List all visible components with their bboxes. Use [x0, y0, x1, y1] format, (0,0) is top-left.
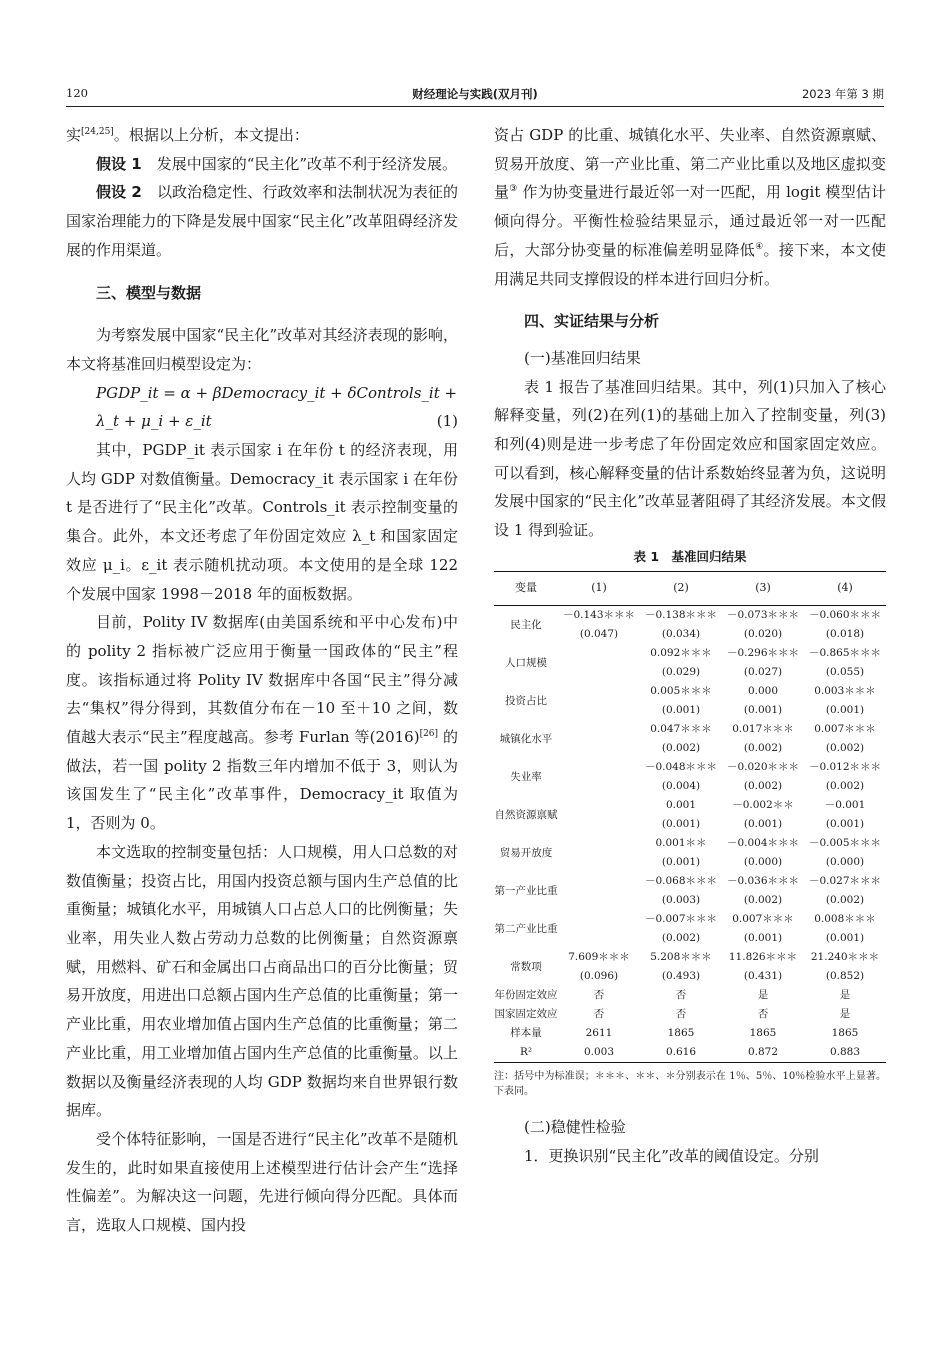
- standard-error-cell: (0.002): [825, 893, 865, 906]
- table-row: [494, 986, 886, 1005]
- paragraph-model: 为考察发展中国家“民主化”改革对其经济表现的影响，本文将基准回归模型设定为：: [66, 326, 458, 373]
- left-column: [66, 121, 458, 1240]
- citation: [26]: [419, 729, 439, 740]
- standard-error-cell: [558, 701, 640, 720]
- running-header: [66, 86, 884, 104]
- coefficient-cell: 0.007＊＊＊: [732, 912, 794, 925]
- standard-error-cell: (0.002): [743, 893, 783, 906]
- standard-error-cell: (0.852): [825, 969, 865, 982]
- coefficient-cell: 0.008＊＊＊: [814, 912, 876, 925]
- variable-name: 失业率: [510, 770, 542, 783]
- standard-error-cell: (0.001): [661, 817, 701, 830]
- hypothesis-2-label: 假设 2: [96, 183, 142, 202]
- variable-name: 第二产业比重: [494, 922, 558, 935]
- table-header-cell: (1): [558, 571, 640, 605]
- coefficient-cell: －0.068＊＊＊: [644, 874, 718, 887]
- coefficient-cell: －0.073＊＊＊: [726, 608, 800, 621]
- variable-name: 人口规模: [505, 656, 547, 669]
- subsection-heading-2: (二)稳健性检验: [524, 1117, 626, 1136]
- table-header-cell: 变量: [494, 571, 558, 605]
- table-row: [494, 605, 886, 625]
- equation-1: [66, 379, 458, 436]
- standard-error-cell: [558, 929, 640, 948]
- standard-error-cell: (0.004): [661, 779, 701, 792]
- table-row: [494, 720, 886, 739]
- hypothesis-1: 假设 1 发展中国家的“民主化”改革不利于经济发展。: [96, 154, 458, 173]
- standard-error-cell: (0.018): [825, 627, 865, 640]
- coefficient-cell: 21.240＊＊＊: [810, 950, 880, 963]
- standard-error-cell: (0.001): [661, 703, 701, 716]
- coefficient-cell: －0.004＊＊＊: [726, 836, 800, 849]
- standard-error-cell: (0.003): [661, 893, 701, 906]
- table-row: [494, 1005, 886, 1024]
- coefficient-cell: 7.609＊＊＊: [568, 950, 630, 963]
- standard-error-cell: (0.001): [743, 817, 783, 830]
- variable-name: 第一产业比重: [494, 884, 558, 897]
- standard-error-cell: (0.002): [743, 741, 783, 754]
- standard-error-cell: (0.001): [743, 931, 783, 944]
- table-header-row: [494, 571, 886, 605]
- paragraph-intro: 实[24,25]。根据以上分析，本文提出：: [66, 126, 309, 144]
- table-note: 注：括号中为标准误；＊＊＊、＊＊、＊分别表示在 1％、5％、10％检验水平上显著。下表同。: [494, 1070, 886, 1097]
- equation-number: (1): [436, 412, 458, 431]
- coefficient-cell: 0.017＊＊＊: [732, 722, 794, 735]
- citation: [24,25]: [81, 127, 114, 137]
- paragraph-matching: 受个体特征影响，一国是否进行“民主化”改革不是随机发生的，此时如果直接使用上述模型进行估计会产生“选择性偏差”。为解决这一问题，先进行倾向得分匹配。具体而言，选取人口规模、国内投: [66, 1129, 458, 1235]
- value-cell: 是: [839, 988, 851, 1001]
- coefficient-cell: [558, 682, 640, 701]
- coefficient-cell: 0.001: [665, 798, 697, 811]
- standard-error-cell: [558, 739, 640, 758]
- coefficient-cell: 0.001＊＊: [655, 836, 707, 849]
- hypothesis-2: 假设 2 以政治稳定性、行政效率和法制状况为表征的国家治理能力的下降是发展中国家“民主化”改革阻碍经济发展的作用渠道。: [66, 183, 458, 259]
- coefficient-cell: [558, 834, 640, 853]
- coefficient-cell: 0.003＊＊＊: [814, 684, 876, 697]
- value-cell: 1865: [831, 1026, 859, 1039]
- standard-error-cell: (0.001): [743, 703, 783, 716]
- standard-error-cell: [558, 777, 640, 796]
- standard-error-cell: (0.034): [661, 627, 701, 640]
- variable-name: R²: [494, 1043, 558, 1063]
- value-cell: 是: [839, 1007, 851, 1020]
- coefficient-cell: －0.865＊＊＊: [808, 646, 882, 659]
- coefficient-cell: 11.826＊＊＊: [728, 950, 798, 963]
- standard-error-cell: [558, 815, 640, 834]
- issue-label: 2023 年第 3 期: [801, 87, 884, 101]
- value-cell: 2611: [585, 1026, 613, 1039]
- value-cell: 否: [675, 988, 687, 1001]
- variable-name: 样本量: [510, 1027, 542, 1040]
- standard-error-cell: (0.001): [661, 855, 701, 868]
- coefficient-cell: [558, 758, 640, 777]
- header-rule: [66, 106, 884, 107]
- standard-error-cell: (0.055): [825, 665, 865, 678]
- table-title: 表 1 基准回归结果: [633, 548, 747, 564]
- hypothesis-1-label: 假设 1: [96, 154, 142, 173]
- coefficient-cell: 0.092＊＊＊: [650, 646, 712, 659]
- standard-error-cell: (0.029): [661, 665, 701, 678]
- table-row: [494, 1043, 886, 1063]
- coefficient-cell: [558, 796, 640, 815]
- standard-error-cell: (0.027): [743, 665, 783, 678]
- coefficient-cell: －0.005＊＊＊: [808, 836, 882, 849]
- variable-name: 常数项: [510, 960, 542, 973]
- value-cell: 0.003: [558, 1043, 640, 1063]
- standard-error-cell: (0.002): [661, 931, 701, 944]
- table-row: [494, 796, 886, 815]
- table-header-cell: (2): [640, 571, 722, 605]
- coefficient-cell: 5.208＊＊＊: [650, 950, 712, 963]
- equation-line-1: PGDP_it = α + βDemocracy_it + δControls_it +: [96, 383, 458, 402]
- paragraph-psm: 资占 GDP 的比重、城镇化水平、失业率、自然资源禀赋、贸易开放度、第一产业比重、第二产业比重以及地区虚拟变量③ 作为协变量进行最近邻一对一匹配，用 logit 模型估计倾向得分。平衡性检验结果显示，通过最近邻一对一匹配后，大部分协变量的标准偏差明显降低④。接下来，本文使用满足共同支撑假设的样本进行回归分析。: [494, 126, 886, 288]
- paragraph-controls: 本文选取的控制变量包括：人口规模，用人口总数的对数值衡量；投资占比，用国内投资总额与国内生产总值的比重衡量；城镇化水平，用城镇人口占总人口的比例衡量；失业率，用失业人数占劳动力总数的比例衡量；自然资源禀赋，用燃料、矿石和金属出口占商品出口的百分比衡量；贸易开放度，用进出口总额占国内生产总值的比重衡量；第一产业比重，用农业增加值占国内生产总值的比重衡量；第二产业比重，用工业增加值占国内生产总值的比重衡量。以上数据以及衡量经济表现的人均 GDP 数据均来自世界银行数据库。: [66, 842, 458, 1120]
- standard-error-cell: (0.020): [743, 627, 783, 640]
- standard-error-cell: [558, 891, 640, 910]
- table-header-cell: (3): [722, 571, 804, 605]
- value-cell: 0.883: [804, 1043, 886, 1063]
- table-row: [494, 910, 886, 929]
- coefficient-cell: －0.002＊＊: [732, 798, 794, 811]
- variable-name: 贸易开放度: [499, 846, 553, 859]
- standard-error-cell: (0.002): [825, 779, 865, 792]
- standard-error-cell: [558, 663, 640, 682]
- standard-error-cell: (0.002): [661, 741, 701, 754]
- equation-line-2: λ_t + μ_i + ε_it: [96, 412, 212, 431]
- coefficient-cell: －0.143＊＊＊: [562, 608, 636, 621]
- variable-name: 城镇化水平: [499, 732, 553, 745]
- coefficient-cell: －0.048＊＊＊: [644, 760, 718, 773]
- paragraph-variables: 其中，PGDP_it 表示国家 i 在年份 t 的经济表现，用人均 GDP 对数值衡量。Democracy_it 表示国家 i 在年份 t 是否进行了“民主化”改革。Controls_it 表示控制变量的集合。此外，本文还考虑了年份固定效应 λ_t 和国家固定效应 μ_i。ε_it 表示随机扰动项。本文使用的是全球 122 个发展中国家 1998－2018 年的面板数据。: [66, 441, 458, 603]
- table-row: [494, 682, 886, 701]
- coefficient-cell: －0.012＊＊＊: [808, 760, 882, 773]
- standard-error-cell: (0.002): [743, 779, 783, 792]
- standard-error-cell: (0.001): [825, 931, 865, 944]
- table-row: [494, 872, 886, 891]
- standard-error-cell: [558, 853, 640, 872]
- section-heading-3: 三、模型与数据: [96, 283, 202, 302]
- standard-error-cell: (0.001): [825, 703, 865, 716]
- table-row: [494, 1024, 886, 1043]
- standard-error-cell: (0.000): [825, 855, 865, 868]
- standard-error-cell: (0.002): [825, 741, 865, 754]
- coefficient-cell: [558, 910, 640, 929]
- table-header-cell: (4): [804, 571, 886, 605]
- coefficient-cell: －0.060＊＊＊: [808, 608, 882, 621]
- variable-name: 投资占比: [505, 694, 547, 707]
- section-heading-4: 四、实证结果与分析: [524, 312, 660, 331]
- value-cell: 是: [757, 988, 769, 1001]
- value-cell: 否: [593, 1007, 605, 1020]
- coefficient-cell: 0.007＊＊＊: [814, 722, 876, 735]
- coefficient-cell: [558, 720, 640, 739]
- page-number: 120: [66, 86, 88, 100]
- standard-error-cell: (0.001): [825, 817, 865, 830]
- variable-name: 自然资源禀赋: [494, 808, 558, 821]
- footnote-mark: ④: [755, 241, 764, 252]
- standard-error-cell: (0.096): [579, 969, 619, 982]
- variable-name: 年份固定效应: [494, 989, 558, 1002]
- standard-error-cell: (0.493): [661, 969, 701, 982]
- coefficient-cell: －0.020＊＊＊: [726, 760, 800, 773]
- value-cell: 0.872: [722, 1043, 804, 1063]
- variable-name: 国家固定效应: [494, 1008, 558, 1021]
- coefficient-cell: 0.047＊＊＊: [650, 722, 712, 735]
- standard-error-cell: (0.431): [743, 969, 783, 982]
- table-row: [494, 834, 886, 853]
- value-cell: 否: [593, 988, 605, 1001]
- paragraph-robustness: 1．更换识别“民主化”改革的阈值设定。分别: [524, 1146, 819, 1165]
- regression-table: [494, 571, 886, 1063]
- paragraph-baseline: 表 1 报告了基准回归结果。其中，列(1)只加入了核心解释变量，列(2)在列(1)的基础上加入了控制变量，列(3)和列(4)则是进一步考虑了年份固定效应和国家固定效应。可以看到，核心解释变量的估计系数始终显著为负，这说明发展中国家的“民主化”改革显著阻碍了其经济发展。本文假设 1 得到验证。: [494, 377, 886, 540]
- paragraph-polity: 目前，Polity IV 数据库(由美国系统和平中心发布)中的 polity 2 指标被广泛应用于衡量一国政体的“民主”程度。该指标通过将 Polity IV 数据库中各国“民主”得分减去“集权”得分得到，其数值分布在－10 至＋10 之间，数值越大表示“民主”程度越高。参考 Furlan 等(2016)[26] 的做法，若一国 polity 2 指数三年内增加不低于 3，则认为该国发生了“民主化”改革事件，Democracy_it 取值为 1，否则为 0。: [66, 613, 458, 833]
- journal-title: 财经理论与实践(双月刊): [412, 87, 538, 101]
- standard-error-cell: (0.047): [579, 627, 619, 640]
- value-cell: 否: [757, 1007, 769, 1020]
- coefficient-cell: 0.000: [747, 684, 779, 697]
- value-cell: 否: [675, 1007, 687, 1020]
- coefficient-cell: [558, 872, 640, 891]
- table-row: [494, 644, 886, 663]
- coefficient-cell: 0.005＊＊＊: [650, 684, 712, 697]
- coefficient-cell: －0.007＊＊＊: [644, 912, 718, 925]
- coefficient-cell: －0.027＊＊＊: [808, 874, 882, 887]
- table-row: [494, 758, 886, 777]
- standard-error-cell: (0.000): [743, 855, 783, 868]
- table-row: [494, 948, 886, 967]
- coefficient-cell: －0.036＊＊＊: [726, 874, 800, 887]
- value-cell: 0.616: [640, 1043, 722, 1063]
- variable-name: 民主化: [510, 618, 542, 631]
- coefficient-cell: －0.296＊＊＊: [726, 646, 800, 659]
- value-cell: 1865: [667, 1026, 695, 1039]
- right-column: [494, 121, 886, 1170]
- coefficient-cell: －0.138＊＊＊: [644, 608, 718, 621]
- coefficient-cell: －0.001: [824, 798, 866, 811]
- subsection-heading-1: (一)基准回归结果: [524, 348, 641, 367]
- footnote-mark: ③: [509, 184, 518, 195]
- coefficient-cell: [558, 644, 640, 663]
- value-cell: 1865: [749, 1026, 777, 1039]
